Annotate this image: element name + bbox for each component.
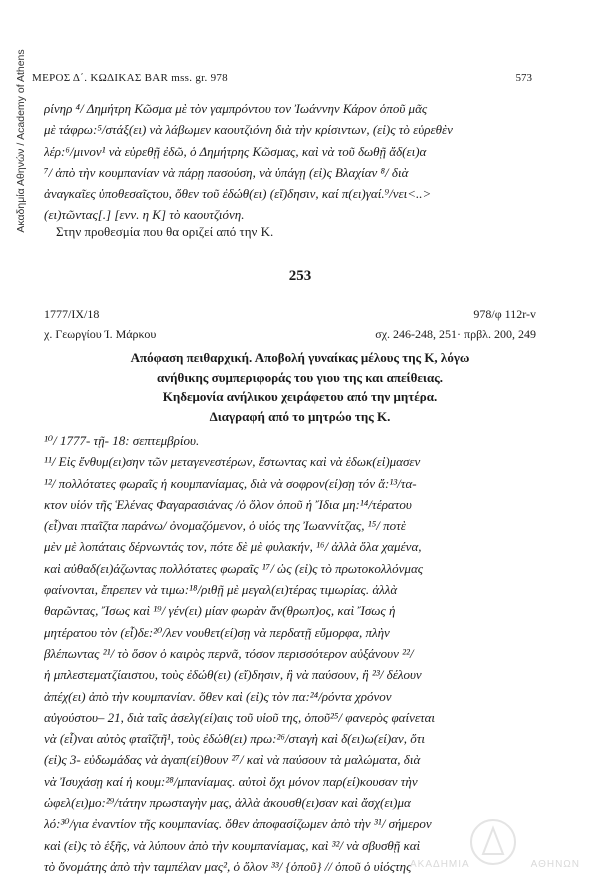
- body-line: βλέπωντας ²¹/ τὸ ὅσον ὁ καιρὸς περνᾶ, τόσον περισσότερον αὐξάνουν ²²/: [44, 645, 414, 661]
- body-line: αὐγούστου– 21, διὰ ταῖς ἀσελγ(εί)αις τοῦ υἱοῦ της, ὁποῦ²⁵/ φανερὸς φαίνεται: [44, 709, 436, 725]
- body-line: νὰ Ἰσυχάσῃ καί ἡ κουμ:²⁸/μπανίαμας. αὐτοὶ ὄχι μόνον παρ(εί)κουσαν τὴν: [44, 773, 418, 789]
- document-hand: χ. Γεωργίου Ί. Μάρκου: [44, 327, 157, 341]
- body-line: (εἰ)ς 3- εὐδωμάδας νὰ ἀγαπ(εί)θουν ²⁷/ καὶ νὰ παύσουν τὰ μαλώματα, διὰ: [44, 752, 421, 768]
- body-line: ¹⁰/ 1777- τῇ- 18: σεπτεμβρίου.: [44, 433, 200, 448]
- document-number: 253: [288, 268, 312, 284]
- body-line: ἡ μπλεστεματζίαιστου, τοὺς ἐδώθ(ει) (εἴ)δησιν, ἢ νὰ παύσουν, ἢ ²³/ δέλουν: [44, 667, 422, 683]
- body-line: μὲν μὲ λοπάταις δέρνωντάς τον, πότε δὲ μὲ φυλακήν, ¹⁶/ ἀλλὰ ὅλα χαμένα,: [44, 539, 422, 555]
- editorial-note: Στην προθεσμία που θα οριζεί από την Κ.: [56, 224, 274, 239]
- side-watermark: [12, 26, 30, 256]
- text-line: ⁷/ ἀπὸ τὴν κουμπανίαν νὰ πάρῃ πασούση, νὰ ὑπάγῃ (εἰ)ς Βλαχίαν ⁸/ διὰ: [44, 164, 409, 180]
- summary-line: Κηδεμονία ανήλικου χειράφετου από την μητέρα.: [162, 389, 438, 404]
- body-line: ἀπέχ(ει) ἀπὸ τὴν κουμπανίαν. ὅθεν καὶ (εἰ)ς τὸν πα:²⁴/ρόντα χρόνον: [44, 688, 392, 704]
- body-line: (εἶ)ναι πταῖζτα παράνω/ ὀνομαζόμενον, ὁ υἱός της Ἰωαννίτζας, ¹⁵/ ποτὲ: [44, 518, 406, 534]
- body-line: ¹²/ πολλότατες φωραῖς ἡ κουμπανίαμας, διὰ νὰ σοφρον(εί)σῃ τόν ἄ:¹³/τα-: [44, 475, 417, 491]
- summary-line: ανήθικης συμπεριφοράς του γιου της και απείθειας.: [157, 369, 443, 385]
- text-line: μὲ τάφρω:⁵/στάξ(ει) νὰ λάβωμεν καουτζιόνη διὰ τὴν κρίσιντων, (εἰ)ς τὸ εὑρεθὲν: [44, 122, 453, 138]
- text-line: ρίνηρ ⁴/ Δημήτρη Κῶσμα μὲ τὸν γαμπρόντου τον Ἰωάννην Κάρον ὁποῦ μᾶς: [44, 101, 428, 116]
- summary-line: Απόφαση πειθαρχική. Αποβολή γυναίκας μέλους της Κ, λόγω: [130, 350, 470, 365]
- document-shelfmark: 978/φ 112r-v: [473, 307, 536, 321]
- summary-line: Διαγραφή από το μητρώο της Κ.: [209, 408, 391, 424]
- document-date: 1777/IX/18: [44, 307, 100, 321]
- text-line: λέρ:⁶/μινον¹ νὰ εὑρεθῇ ἐδῶ, ὁ Δημήτρης Κῶσμας, καὶ νὰ τοῦ δωθῇ ἄδ(ει)α: [44, 143, 427, 159]
- text-line: (ει)τῶντας[.] [ενν. η Κ] τὸ καουτζιόνη.: [44, 207, 245, 223]
- body-line: ὠφελ(ει)μο:²⁹/τάτην πρωσταγὴν μας, ἀλλὰ ἀκουσθ(ει)σαν καὶ ἄσχ(ει)μα: [44, 795, 411, 811]
- seal-text-left: ΑΚΑΔΗΜΙΑ: [410, 859, 470, 870]
- body-line: τὸ ὄνομάτης ἀπὸ τὴν ταμπέλαν μας², ὁ ὅλον ³³/ {ὁποῦ} // ὁποῦ ὁ υἱόςτης: [44, 858, 412, 874]
- body-line: λό:³⁰/για ἐναντίον τῆς κουμπανίας. ὅθεν ἀποφασίζωμεν ἀπὸ τὴν ³¹/ σήμερον: [44, 816, 432, 832]
- text-line: ἀναγκαῖες ὑποθεσαῖςτου, ὅθεν τοῦ ἐδώθ(ει) (εἴ)δησιν, καί π(ει)γαί.⁹/νει<..>: [44, 186, 432, 202]
- document-body: [44, 430, 536, 877]
- document-metadata: [44, 304, 536, 344]
- seal-text-right: ΑΘΗΝΩΝ: [530, 859, 580, 870]
- body-line: ¹¹/ Εἰς ἔνθυμ(ει)σην τῶν μεταγενεστέρων, ἔστωντας καὶ νὰ ἐδωκ(εἰ)μασεν: [44, 454, 421, 470]
- body-line: φαίνονται, ἔπρεπεν νὰ τιμω:¹⁸/ριθῇ μὲ μεγαλ(ει)τέρας τιμωρίας. ἀλλὰ: [44, 582, 398, 598]
- document-summary: [44, 348, 556, 426]
- document-references: σχ. 246-248, 251· πρβλ. 200, 249: [375, 327, 536, 341]
- body-line: κτον υἱόν τῆς Ἑλένας Φαγαρασιάνας /ὁ ὅλον ὁποῦ ἡ Ἴδια μη:¹⁴/τέρατου: [44, 496, 412, 512]
- body-line: καὶ (εἰ)ς τὸ ἑξῆς, νὰ λύπουν ἀπὸ τὴν κουμπανίαμας, καὶ ³²/ νὰ σβυσθῇ καὶ: [44, 837, 421, 853]
- body-line: νὰ (εἶ)ναι αὐτὸς φταῖζτῆ¹, τοὺς ἐδώθ(ει) πρω:²⁶/σταγὴ καὶ δ(ει)ω(εί)αν, ὅτι: [44, 731, 426, 747]
- academy-seal-watermark: [398, 814, 588, 874]
- side-watermark-text: Ακαδημία Αθηνών / Academy of Athens: [15, 49, 27, 233]
- body-line: θαρῶντας, Ἴσως καὶ ¹⁹/ γέν(ει) μίαν φωρὰν ἄν(θρωπ)ος, καὶ Ἴσως ἡ: [44, 603, 396, 619]
- previous-document-continuation: [44, 98, 536, 226]
- running-head-title: ΜΕΡΟΣ Δ΄. ΚΩΔΙΚΑΣ BAR mss. gr. 978: [32, 72, 228, 84]
- page-number: 573: [515, 72, 532, 84]
- body-line: καὶ αὐθαδ(ει)άζωντας πολλότατες φωραῖς ¹⁷/ ὡς (εἰ)ς τὸ πρωτοκολλόνμας: [44, 560, 424, 576]
- running-head: [32, 72, 532, 88]
- body-line: μητέρατου τὸν (εἶ)δε:²⁰/λεν νουθετ(εί)σῃ νὰ περδατῇ εὔμορφα, πλὴν: [44, 624, 390, 640]
